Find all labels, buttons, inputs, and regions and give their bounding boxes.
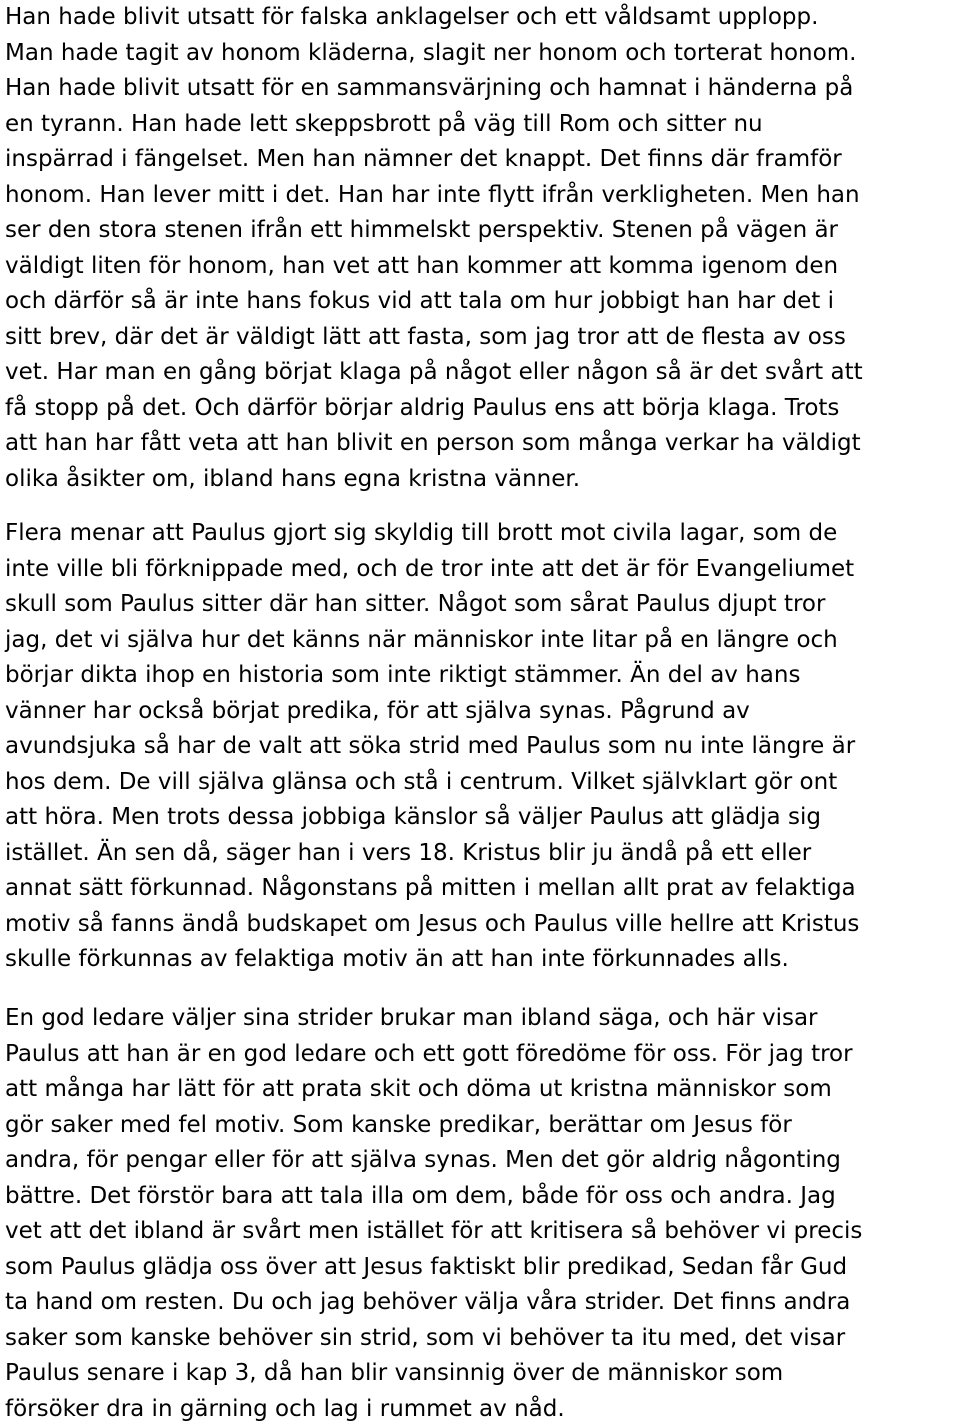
paragraph-3 — [5, 1001, 862, 1427]
text-line: som Paulus glädja oss över att Jesus faktiskt blir predikad, Sedan får Gud — [5, 1250, 862, 1286]
text-line: gör saker med fel motiv. Som kanske predikar, berättar om Jesus för — [5, 1108, 862, 1144]
text-line: väldigt liten för honom, han vet att han kommer att komma igenom den — [5, 249, 863, 285]
text-line: saker som kanske behöver sin strid, som vi behöver ta itu med, det visar — [5, 1321, 862, 1357]
text-line: olika åsikter om, ibland hans egna kristna vänner. — [5, 462, 863, 498]
text-line: Han hade blivit utsatt för en sammansvärjning och hamnat i händerna på — [5, 71, 863, 107]
text-line: ta hand om resten. Du och jag behöver välja våra strider. Det finns andra — [5, 1285, 862, 1321]
text-line: Paulus senare i kap 3, då han blir vansinnig över de människor som — [5, 1356, 862, 1392]
text-line: honom. Han lever mitt i det. Han har inte flytt ifrån verkligheten. Men han — [5, 178, 863, 214]
text-line: bättre. Det förstör bara att tala illa om dem, både för oss och andra. Jag — [5, 1179, 862, 1215]
text-line: skulle förkunnas av felaktiga motiv än att han inte förkunnades alls. — [5, 942, 859, 978]
text-line: en tyrann. Han hade lett skeppsbrott på väg till Rom och sitter nu — [5, 107, 863, 143]
text-line: Han hade blivit utsatt för falska anklagelser och ett våldsamt upplopp. — [5, 0, 863, 36]
text-line: skull som Paulus sitter där han sitter. Något som sårat Paulus djupt tror — [5, 587, 859, 623]
text-line: Paulus att han är en god ledare och ett gott föredöme för oss. För jag tror — [5, 1037, 862, 1073]
text-line: andra, för pengar eller för att själva synas. Men det gör aldrig någonting — [5, 1143, 862, 1179]
text-line: försöker dra in gärning och lag i rummet av nåd. — [5, 1392, 862, 1427]
text-line: Flera menar att Paulus gjort sig skyldig till brott mot civila lagar, som de — [5, 516, 859, 552]
paragraph-2 — [5, 516, 859, 978]
text-line: börjar dikta ihop en historia som inte riktigt stämmer. Än del av hans — [5, 658, 859, 694]
text-line: vänner har också börjat predika, för att själva synas. Pågrund av — [5, 694, 859, 730]
paragraph-1 — [5, 0, 863, 497]
text-line: att höra. Men trots dessa jobbiga känslor så väljer Paulus att glädja sig — [5, 800, 859, 836]
text-line: inte ville bli förknippade med, och de tror inte att det är för Evangeliumet — [5, 552, 859, 588]
text-line: att han har fått veta att han blivit en person som många verkar ha väldigt — [5, 426, 863, 462]
text-line: inspärrad i fängelset. Men han nämner det knappt. Det finns där framför — [5, 142, 863, 178]
text-line: sitt brev, där det är väldigt lätt att fasta, som jag tror att de flesta av oss — [5, 320, 863, 356]
text-line: hos dem. De vill själva glänsa och stå i centrum. Vilket självklart gör ont — [5, 765, 859, 801]
text-line: vet att det ibland är svårt men istället för att kritisera så behöver vi precis — [5, 1214, 862, 1250]
text-line: ser den stora stenen ifrån ett himmelskt perspektiv. Stenen på vägen är — [5, 213, 863, 249]
text-line: vet. Har man en gång börjat klaga på något eller någon så är det svårt att — [5, 355, 863, 391]
text-line: istället. Än sen då, säger han i vers 18. Kristus blir ju ändå på ett eller — [5, 836, 859, 872]
text-line: En god ledare väljer sina strider brukar man ibland säga, och här visar — [5, 1001, 862, 1037]
text-line: att många har lätt för att prata skit och döma ut kristna människor som — [5, 1072, 862, 1108]
text-line: motiv så fanns ändå budskapet om Jesus och Paulus ville hellre att Kristus — [5, 907, 859, 943]
text-line: få stopp på det. Och därför börjar aldrig Paulus ens att börja klaga. Trots — [5, 391, 863, 427]
text-line: avundsjuka så har de valt att söka strid med Paulus som nu inte längre är — [5, 729, 859, 765]
text-line: Man hade tagit av honom kläderna, slagit ner honom och torterat honom. — [5, 36, 863, 72]
text-line: jag, det vi själva hur det känns när människor inte litar på en längre och — [5, 623, 859, 659]
text-line: annat sätt förkunnad. Någonstans på mitten i mellan allt prat av felaktiga — [5, 871, 859, 907]
text-line: och därför så är inte hans fokus vid att tala om hur jobbigt han har det i — [5, 284, 863, 320]
